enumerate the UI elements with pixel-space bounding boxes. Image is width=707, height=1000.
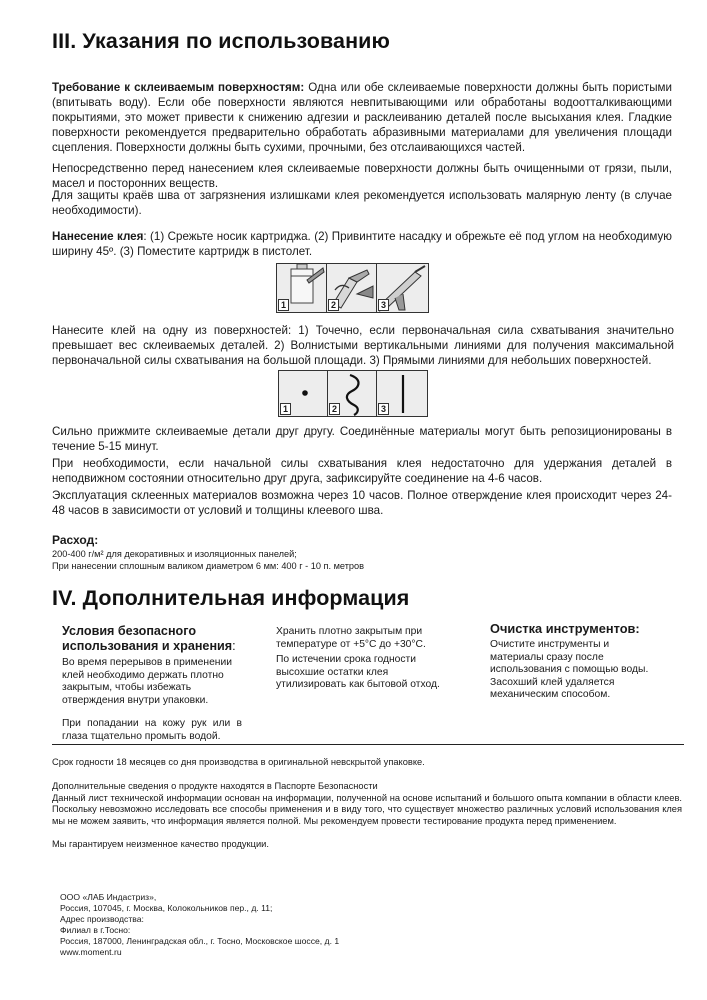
pattern-3-number: 3 xyxy=(378,403,389,415)
step-2-image xyxy=(327,264,377,312)
section-divider xyxy=(52,744,684,745)
disclaimer-text: Данный лист технической информации основан на информации, полученной на основе испытаний и большого опыта компании в области клеев. Поскольку невозможно исследовать все способы применения и в виду того, что существует множество различных условий использования клея мы не можем заявить, что информация является полной. Мы рекомендуем провести тестирование продукта перед применением. xyxy=(52,793,682,826)
step-1-image xyxy=(277,264,327,312)
safe-use-title-colon: : xyxy=(232,639,236,653)
pattern-wavy-image xyxy=(328,371,377,416)
cleaning-paragraph: Непосредственно перед нанесением клея склеиваемые поверхности должны быть очищенными от грязи, пыли, масел и посторонних веществ. xyxy=(52,162,672,190)
section-4-title: IV. Дополнительная информация xyxy=(52,586,410,610)
branch-address: Россия, 187000, Ленинградская обл., г. Тосно, Московское шоссе, д. 1 xyxy=(60,936,340,946)
pattern-1-number: 1 xyxy=(280,403,291,415)
pattern-straight-image xyxy=(377,371,427,416)
pattern-2-number: 2 xyxy=(329,403,340,415)
consumption-title: Расход: xyxy=(52,533,99,547)
application-patterns-figure xyxy=(278,370,428,417)
quality-guarantee-text: Мы гарантируем неизменное качество продукции. xyxy=(52,839,269,849)
safety-passport-text: Дополнительные сведения о продукте находятся в Паспорте Безопасности xyxy=(52,781,378,791)
masking-tape-paragraph: Для защиты краёв шва от загрязнения излишками клея рекомендуется использовать малярную ленту (в случае необходимости). xyxy=(52,189,672,217)
surface-requirements-label: Требование к склеиваемым поверхностям: xyxy=(52,81,305,94)
tool-cleaning-title: Очистка инструментов: xyxy=(490,621,640,636)
safe-use-text-2: При попадании на кожу рук или в глаза тщательно промыть водой. xyxy=(62,718,242,742)
storage-text-1: Хранить плотно закрытым при температуре от +5°С до +30°С. xyxy=(276,626,426,650)
consumption-line-2: При нанесении сплошным валиком диаметром 6 мм: 400 г - 10 п. метров xyxy=(52,561,364,571)
pattern-dots-image xyxy=(279,371,328,416)
step-2-number: 2 xyxy=(328,299,339,311)
company-address: Россия, 107045, г. Москва, Колокольников пер., д. 11; xyxy=(60,903,273,913)
storage-text-2: По истечении срока годности высохшие остатки клея утилизировать как бытовой отход. xyxy=(276,654,440,690)
safe-use-text-1: Во время перерывов в применении клей необходимо держать плотно закрытым, чтобы избежать отверждения внутри упаковки. xyxy=(62,657,232,706)
tool-cleaning-text: Очистите инструменты и материалы сразу после использования с помощью воды. Засохший клей удаляется механическим способом. xyxy=(490,639,649,700)
website-link[interactable]: www.moment.ru xyxy=(60,947,122,957)
consumption-line-1: 200-400 г/м² для декоративных и изоляционных панелей; xyxy=(52,549,297,559)
surface-requirements-text: Одна или обе склеиваемые поверхности должны быть пористыми (впитывать воду). Если обе поверхности являются невпитывающими или обработаны водоотталкивающими покрытиями, это может привести к снижению адгезии и расклеиванию деталей после высыхания клея. Гладкие поверхности рекомендуется предварительно обработать абразивными материалами для увеличения площади сцепления. Поверхности должны быть сухими, прочными, без отслаивающихся частей. xyxy=(52,81,672,154)
branch-label: Филиал в г.Тосно: xyxy=(60,925,131,935)
safe-use-title xyxy=(62,624,247,654)
application-text: : (1) Срежьте носик картриджа. (2) Привинтите насадку и обрежьте её под углом на необходимую ширину 45º. (3) Поместите картридж в пистолет. xyxy=(52,230,672,258)
fixation-paragraph: При необходимости, если начальной силы схватывания клея недостаточно для удержания деталей в неподвижном состоянии относительно друг друга, зафиксируйте соединение на 4-6 часов. xyxy=(52,457,672,485)
step-3-image xyxy=(377,264,428,312)
section-3-title: III. Указания по использованию xyxy=(52,29,390,53)
surface-requirements xyxy=(52,80,672,155)
shelf-life-text: Срок годности 18 месяцев со дня производства в оригинальной невскрытой упаковке. xyxy=(52,757,425,767)
application-paragraph xyxy=(52,229,672,259)
cartridge-steps-figure xyxy=(276,263,429,313)
safe-use-title-line-2: использования и хранения xyxy=(62,639,233,653)
curing-paragraph: Эксплуатация склеенных материалов возможна через 10 часов. Полное отверждение клея происходит через 24-48 часов в зависимости от условий и толщины клеевого шва. xyxy=(52,489,672,517)
spreading-paragraph: Нанесите клей на одну из поверхностей: 1) Точечно, если первоначальная сила схватывания значительно превышает вес склеиваемых деталей. 2) Волнистыми вертикальными линиями для получения максимальной первоначальной силы схватывания на большой площади. 3) Прямыми линиями для небольших поверхностей. xyxy=(52,324,674,367)
step-1-number: 1 xyxy=(278,299,289,311)
step-3-number: 3 xyxy=(378,299,389,311)
application-label: Нанесение клея xyxy=(52,230,144,243)
safe-use-title-line-1: Условия безопасного xyxy=(62,624,197,638)
production-address-label: Адрес производства: xyxy=(60,914,144,924)
press-paragraph: Сильно прижмите склеиваемые детали друг другу. Соединённые материалы могут быть репозиционированы в течение 5-15 минут. xyxy=(52,425,672,453)
company-name: ООО «ЛАБ Индастриз», xyxy=(60,892,157,902)
